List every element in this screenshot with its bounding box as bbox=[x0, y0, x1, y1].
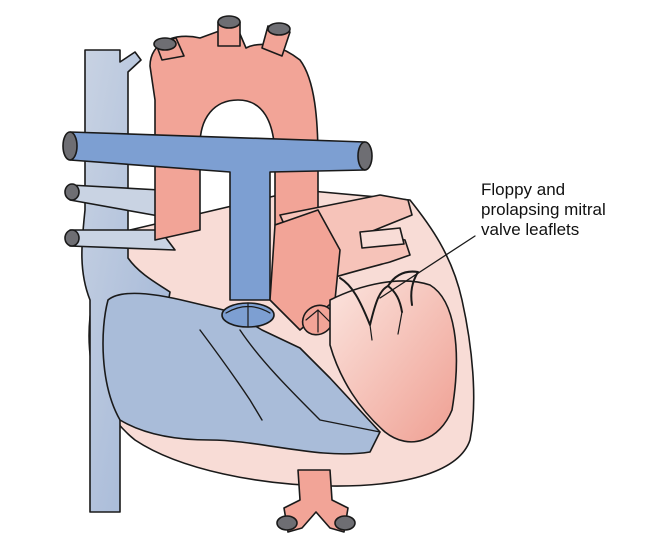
callout-line-2: prolapsing mitral bbox=[481, 200, 606, 219]
iliac-artery-left-end bbox=[277, 516, 297, 530]
pulmonary-artery-right-end bbox=[358, 142, 372, 170]
callout-label bbox=[481, 180, 641, 240]
brachiocephalic-artery-end bbox=[154, 38, 176, 50]
pulmonary-vein-upper-end bbox=[65, 184, 79, 200]
pulmonary-vein-right bbox=[360, 228, 404, 248]
iliac-artery-right-end bbox=[335, 516, 355, 530]
callout-line-3: valve leaflets bbox=[481, 220, 580, 239]
left-carotid-artery-end bbox=[218, 16, 240, 28]
callout-line-1: Floppy and bbox=[481, 180, 566, 199]
left-subclavian-artery-end bbox=[268, 23, 290, 35]
pulmonary-vein-lower-end bbox=[65, 230, 79, 246]
pulmonary-artery-left-end bbox=[63, 132, 77, 160]
